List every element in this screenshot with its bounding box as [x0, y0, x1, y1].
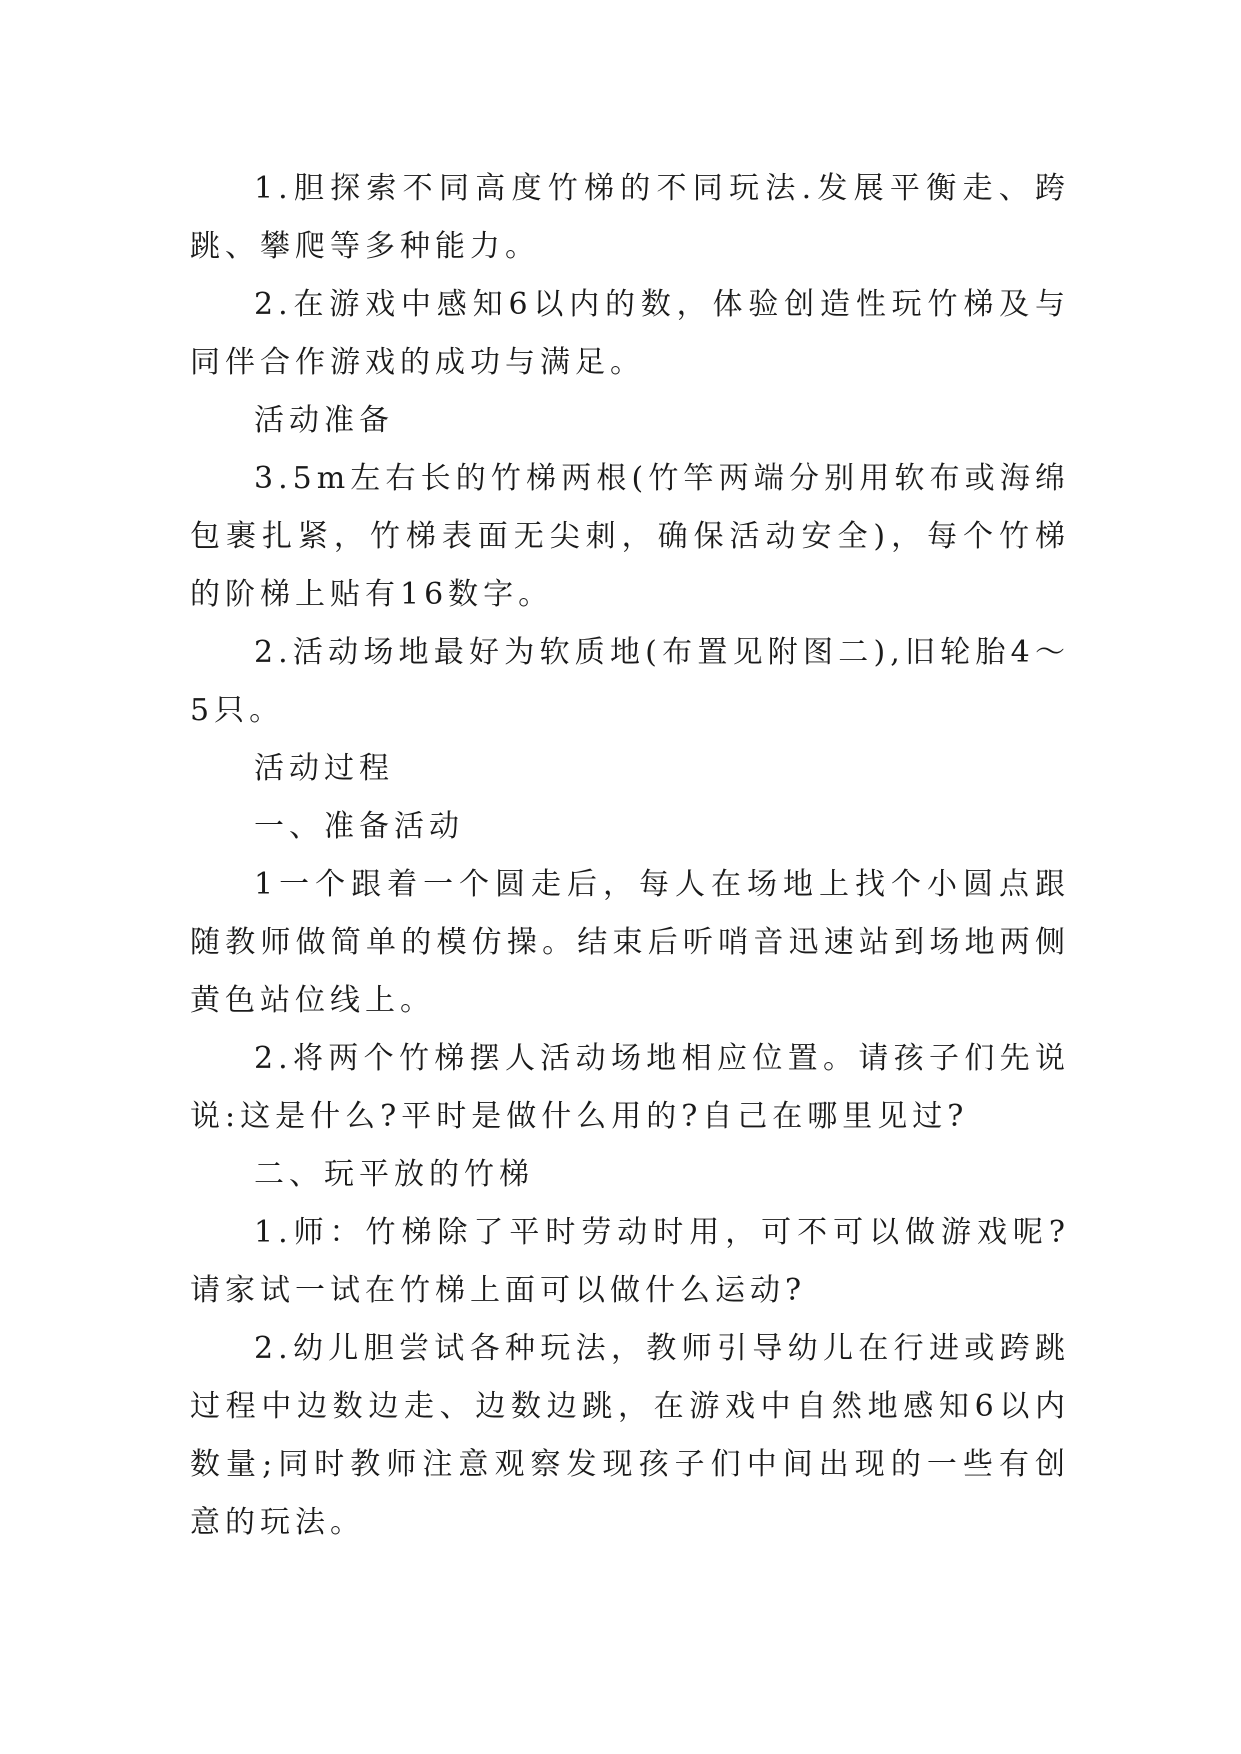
section-heading-process: 活动过程: [254, 751, 394, 786]
paragraph-preparation-1: 3.5m左右长的竹梯两根(竹竿两端分别用软布或海绵包裹扎紧，竹梯表面无尖刺，确保活动安全)，每个竹梯的阶梯上贴有16数字。: [190, 461, 1070, 612]
paragraph-preparation-2: 2.活动场地最好为软质地(布置见附图二),旧轮胎4～5只。: [190, 635, 1070, 728]
subheading-flat-ladder: 二、玩平放的竹梯: [254, 1157, 534, 1192]
document-body: [190, 160, 1070, 1552]
section-heading-preparation: 活动准备: [254, 403, 394, 438]
paragraph-objective-2: 2.在游戏中感知6以内的数，体验创造性玩竹梯及与同伴合作游戏的成功与满足。: [190, 287, 1070, 380]
paragraph-flat-ladder-1: 1.师：竹梯除了平时劳动时用，可不可以做游戏呢?请家试一试在竹梯上面可以做什么运动?: [190, 1215, 1070, 1308]
paragraph-warmup-1: 1一个跟着一个圆走后，每人在场地上找个小圆点跟随教师做简单的模仿操。结束后听哨音迅速站到场地两侧黄色站位线上。: [190, 867, 1070, 1018]
subheading-warmup: 一、准备活动: [254, 809, 464, 844]
paragraph-objective-1: 1.胆探索不同高度竹梯的不同玩法.发展平衡走、跨跳、攀爬等多种能力。: [190, 171, 1070, 264]
paragraph-flat-ladder-2: 2.幼儿胆尝试各种玩法，教师引导幼儿在行进或跨跳过程中边数边走、边数边跳，在游戏中自然地感知6以内数量;同时教师注意观察发现孩子们中间出现的一些有创意的玩法。: [190, 1331, 1070, 1540]
paragraph-warmup-2: 2.将两个竹梯摆人活动场地相应位置。请孩子们先说说:这是什么?平时是做什么用的?自己在哪里见过?: [190, 1041, 1070, 1134]
